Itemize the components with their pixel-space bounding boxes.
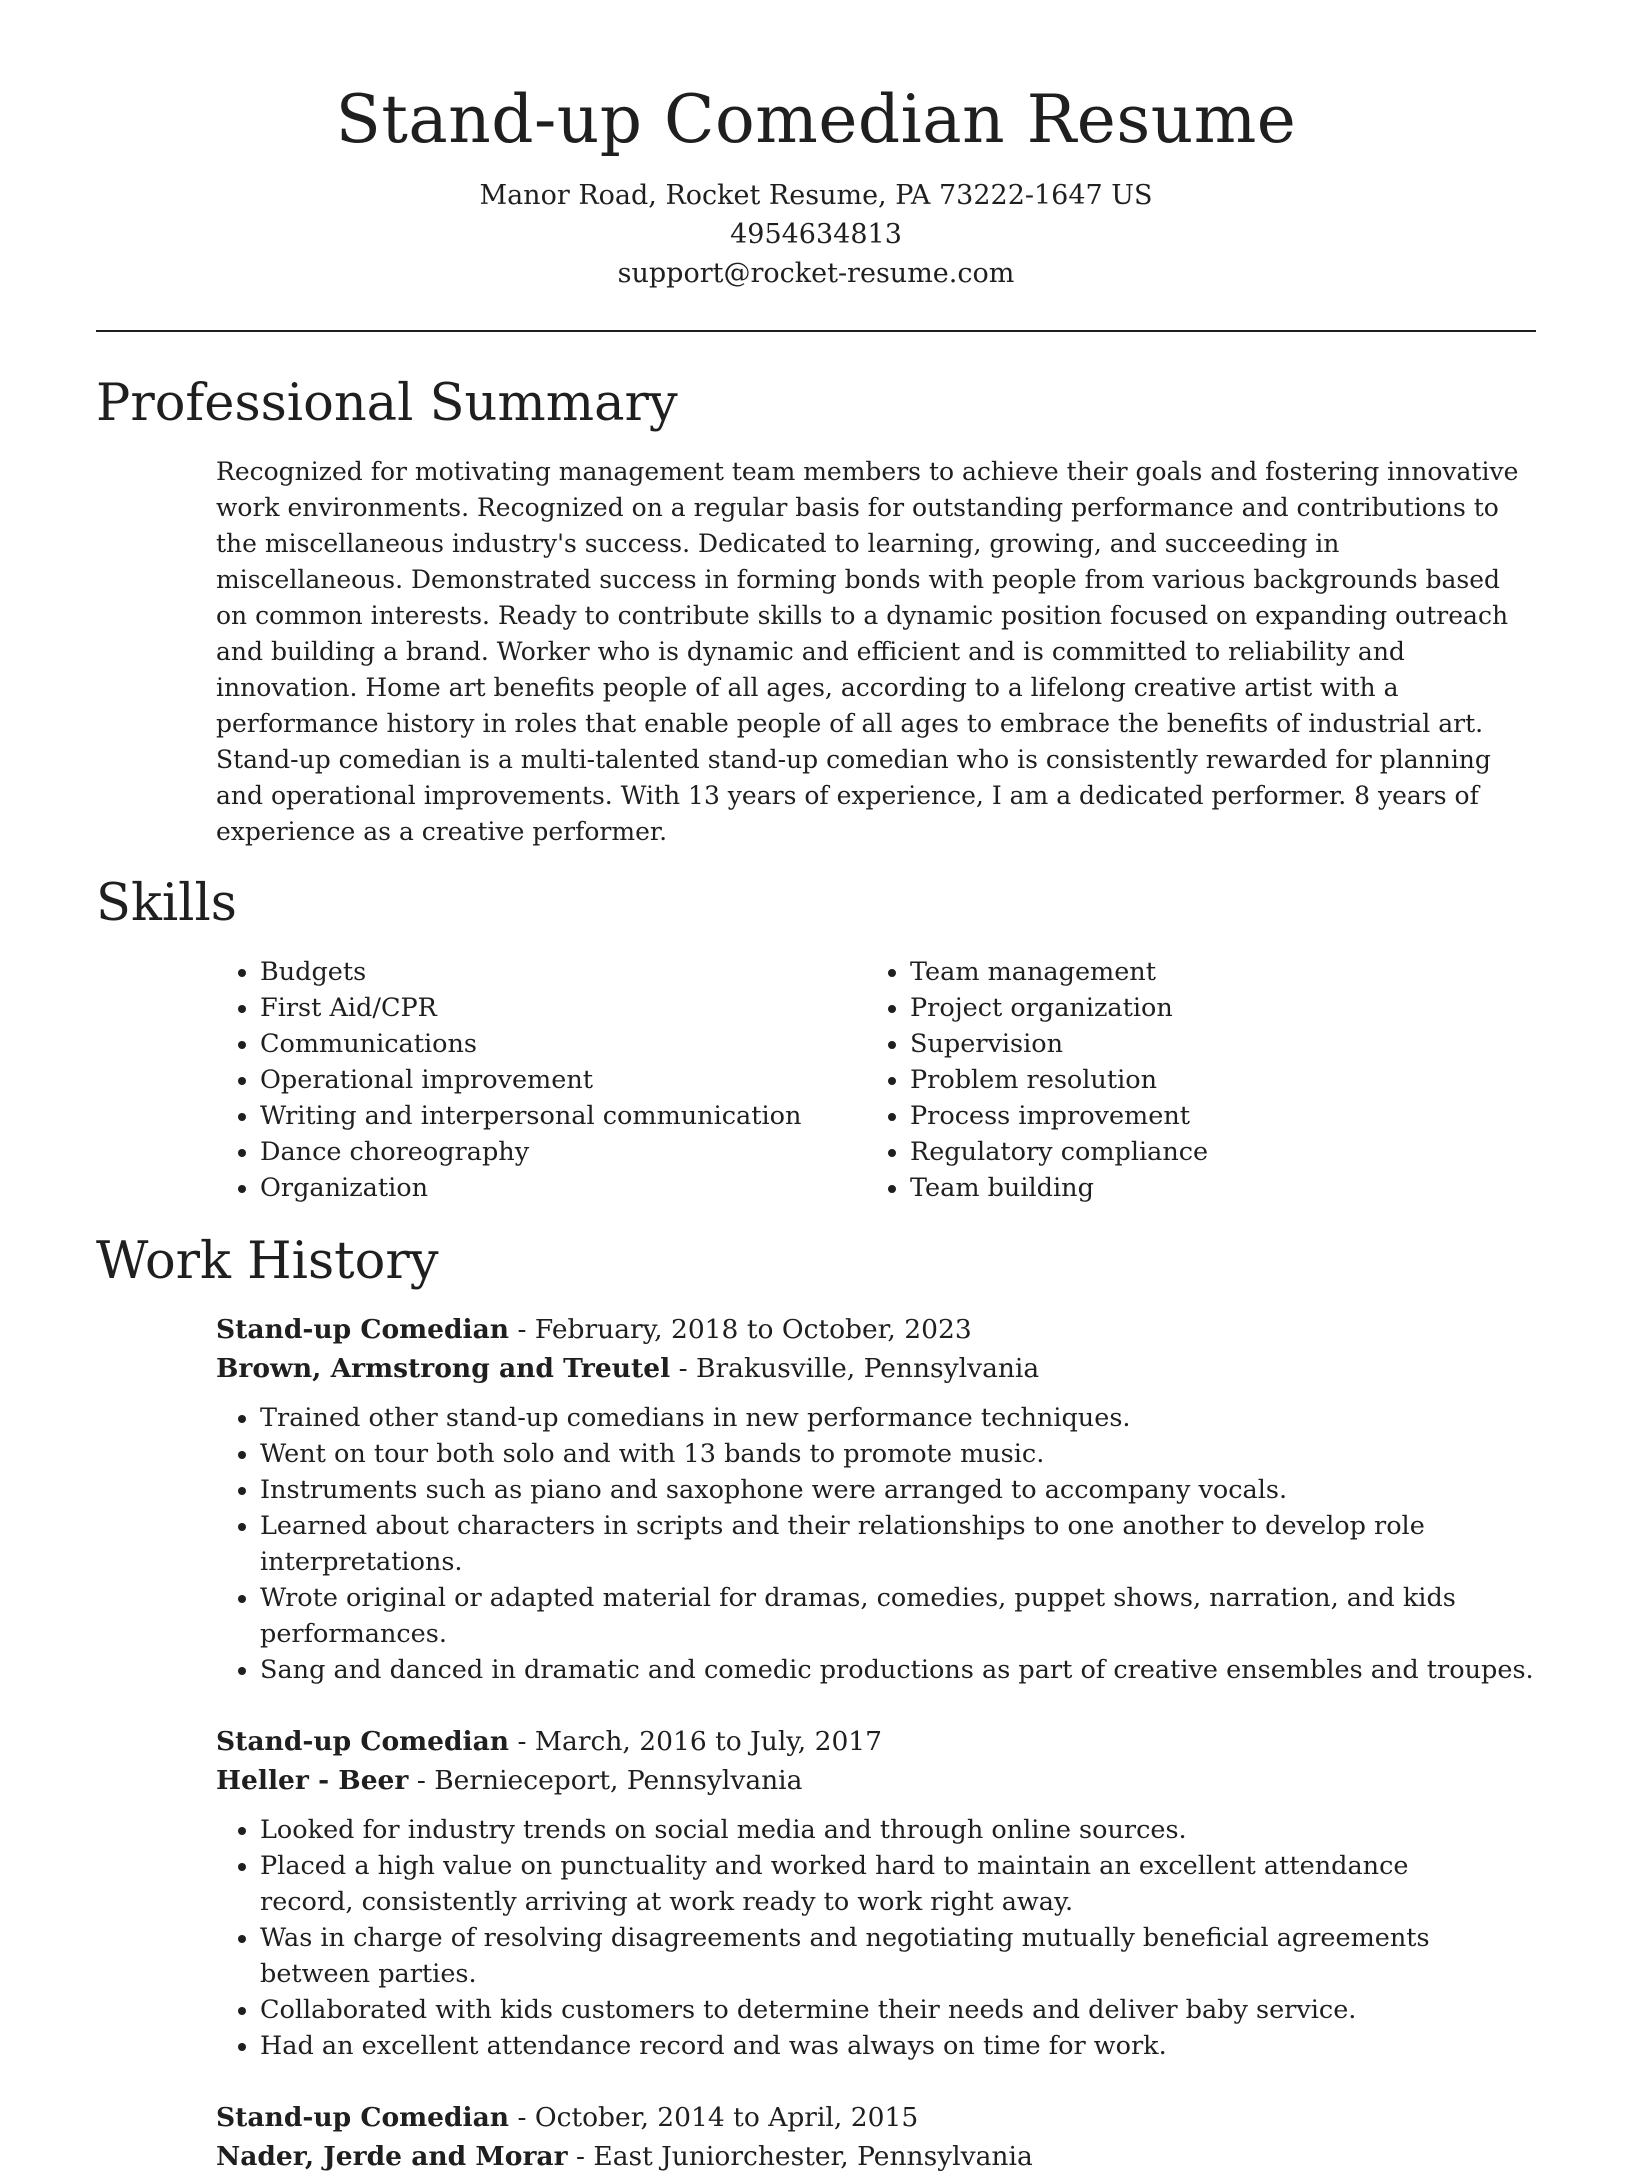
job-company: Brown, Armstrong and Treutel — [216, 1353, 671, 1385]
job-entry — [216, 1722, 1536, 2064]
job-bullet: • Had an excellent attendance record and was always on time for work. — [260, 2028, 1440, 2064]
skill-item: • Budgets — [260, 954, 910, 990]
job-bullets — [216, 1400, 1536, 1688]
contact-phone: 4954634813 — [730, 218, 902, 250]
resume-header — [0, 0, 1632, 293]
job-dates: - February, 2018 to October, 2023 — [509, 1314, 972, 1346]
job-location: - Brakusville, Pennsylvania — [670, 1353, 1040, 1385]
contact-block — [0, 176, 1632, 293]
job-location: - Bernieceport, Pennsylvania — [408, 1765, 803, 1797]
skill-item: • Operational improvement — [260, 1062, 910, 1098]
job-bullets — [216, 1812, 1536, 2064]
skills-column-1 — [96, 954, 910, 1206]
job-company: Nader, Jerde and Morar — [216, 2141, 568, 2173]
job-bullet: • Was in charge of resolving disagreements and negotiating mutually beneficial agreements between parties. — [260, 1920, 1440, 1992]
skills-column-2 — [910, 954, 1208, 1206]
job-bullet: • Collaborated with kids customers to determine their needs and deliver baby service. — [260, 1992, 1440, 2028]
contact-address: Manor Road, Rocket Resume, PA 73222-1647 US — [479, 179, 1153, 211]
skill-item: • Supervision — [910, 1026, 1208, 1062]
work-history-heading: Work History — [96, 1232, 439, 1292]
job-bullet: • Went on tour both solo and with 13 bands to promote music. — [260, 1436, 1536, 1472]
skill-item: • Process improvement — [910, 1098, 1208, 1134]
job-dates: - October, 2014 to April, 2015 — [509, 2102, 919, 2134]
job-role: Stand-up Comedian — [216, 1314, 510, 1346]
job-bullet: • Learned about characters in scripts and their relationships to one another to develop role interpretations. — [260, 1508, 1536, 1580]
skill-item: • First Aid/CPR — [260, 990, 910, 1026]
skills-heading: Skills — [96, 873, 237, 933]
skill-item: • Regulatory compliance — [910, 1134, 1208, 1170]
job-bullet: • Sang and danced in dramatic and comedic productions as part of creative ensembles and troupes. — [260, 1652, 1536, 1688]
skills-list — [96, 954, 1536, 1206]
job-entry — [216, 1310, 1536, 1688]
contact-email: support@rocket-resume.com — [617, 257, 1015, 289]
skill-item: • Project organization — [910, 990, 1208, 1026]
job-role-line — [216, 2098, 1536, 2137]
job-bullet: • Looked for industry trends on social media and through online sources. — [260, 1812, 1440, 1848]
job-role-line — [216, 1722, 1536, 1761]
job-role: Stand-up Comedian — [216, 2102, 510, 2134]
job-company-line — [216, 1761, 1536, 1800]
job-bullet: • Wrote original or adapted material for dramas, comedies, puppet shows, narration, and kids performances. — [260, 1580, 1536, 1652]
job-dates: - March, 2016 to July, 2017 — [509, 1726, 883, 1758]
job-entry — [216, 2098, 1536, 2176]
resume-body — [0, 373, 1632, 2176]
header-divider — [96, 330, 1536, 332]
job-bullet: • Placed a high value on punctuality and worked hard to maintain an excellent attendance record, consistently arriving at work ready to work right away. — [260, 1848, 1440, 1920]
page-title: Stand-up Comedian Resume — [335, 81, 1297, 158]
job-company: Heller - Beer — [216, 1765, 409, 1797]
job-location: - East Juniorchester, Pennsylvania — [567, 2141, 1033, 2173]
skill-item: • Problem resolution — [910, 1062, 1208, 1098]
job-role-line — [216, 1310, 1536, 1349]
job-role: Stand-up Comedian — [216, 1726, 510, 1758]
summary-heading: Professional Summary — [96, 373, 678, 433]
skill-item: • Team management — [910, 954, 1208, 990]
job-company-line — [216, 1349, 1536, 1388]
skill-item: • Team building — [910, 1170, 1208, 1206]
job-bullet: • Instruments such as piano and saxophone were arranged to accompany vocals. — [260, 1472, 1536, 1508]
skill-item: • Writing and interpersonal communication — [260, 1098, 910, 1134]
job-company-line — [216, 2137, 1536, 2176]
skill-item: • Communications — [260, 1026, 910, 1062]
summary-text: Recognized for motivating management team members to achieve their goals and fostering innovative work environments. Recognized on a regular basis for outstanding performance and contributions to the miscellaneous industry's success. Dedicated to learning, growing, and succeeding in miscellaneous. Demonstrated success in forming bonds with people from various backgrounds based on common interests. Ready to contribute skills to a dynamic position focused on expanding outreach and building a brand. Worker who is dynamic and efficient and is committed to reliability and innovation. Home art benefits people of all ages, according to a lifelong creative artist with a performance history in roles that enable people of all ages to embrace the benefits of industrial art. Stand-up comedian is a multi-talented stand-up comedian who is consistently rewarded for planning and operational improvements. With 13 years of experience, I am a dedicated performer. 8 years of experience as a creative performer. — [216, 456, 1519, 846]
skill-item: • Dance choreography — [260, 1134, 910, 1170]
skill-item: • Organization — [260, 1170, 910, 1206]
job-bullet: • Trained other stand-up comedians in new performance techniques. — [260, 1400, 1536, 1436]
